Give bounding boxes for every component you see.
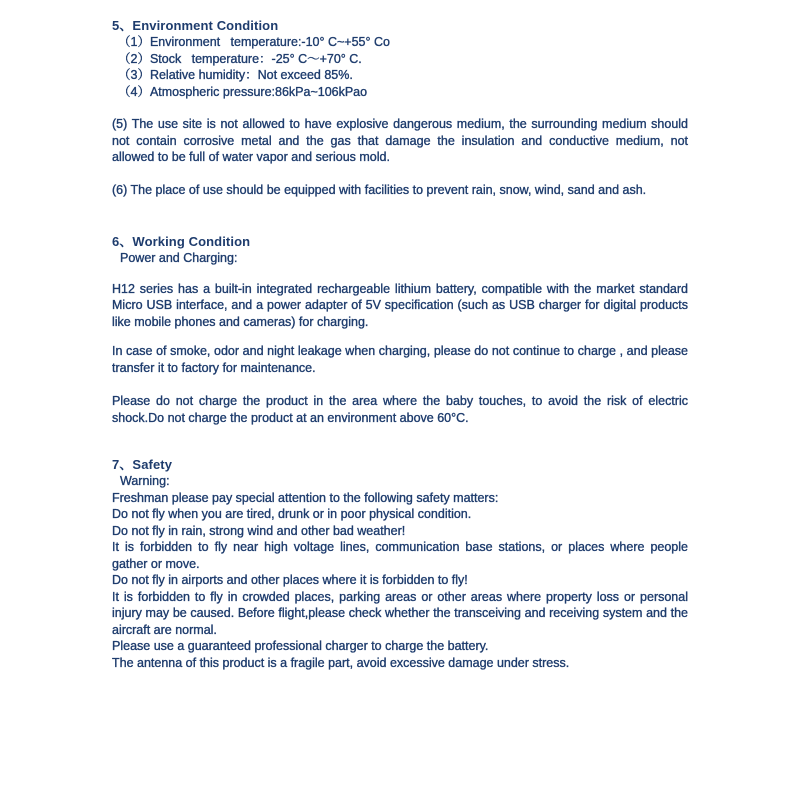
safety-line-weather: Do not fly in rain, strong wind and other bad weather! bbox=[112, 523, 406, 538]
paragraph-baby-charge: Please do not charge the product in the area where the baby touches, to avoid the risk of electric shock.Do not charge the product at an environment above 60°C. bbox=[112, 394, 692, 425]
section-heading-safety: 7、Safety bbox=[112, 457, 173, 472]
safety-warning-list bbox=[112, 490, 692, 672]
safety-line-freshman: Freshman please pay special attention to the following safety matters: bbox=[112, 490, 499, 505]
paragraph-smoke-odor: In case of smoke, odor and night leakage when charging, please do not continue to charge , and please transfer it to factory for maintenance. bbox=[112, 344, 692, 375]
environment-item-list bbox=[112, 34, 688, 100]
subheading-power-and-charging: Power and Charging: bbox=[120, 251, 238, 265]
paragraph-battery: H12 series has a built-in integrated rechargeable lithium battery, compatible with the market standard Micro USB interface, and a power adapter of 5V specification (such as USB charger for digital products like mobile phones and cameras) for charging. bbox=[112, 281, 692, 329]
environment-item-1: （1）Environment temperature:-10° C~+55° Co bbox=[118, 35, 390, 49]
environment-item-3: （3）Relative humidity：Not exceed 85%. bbox=[118, 68, 353, 82]
paragraph-use-site: (5) The use site is not allowed to have explosive dangerous medium, the surrounding medium should not contain corrosive metal and the gas that damage the insulation and conductive medium, not allowed to be full of water vapor and serious mold. bbox=[112, 117, 702, 164]
subheading-warning: Warning: bbox=[120, 474, 170, 488]
section-safety bbox=[112, 457, 692, 671]
section-heading-environment: 5、Environment Condition bbox=[112, 18, 279, 33]
safety-line-high-voltage: It is forbidden to fly near high voltage lines, communication base stations, or places where people gather or move. bbox=[112, 540, 692, 571]
safety-line-tired: Do not fly when you are tired, drunk or in poor physical condition. bbox=[112, 507, 472, 521]
safety-line-crowded: It is forbidden to fly in crowded places, parking areas or other areas where property loss or personal injury may be caused. Before flight,please check whether the transceiving and receiving system and the aircraft are normal. bbox=[112, 589, 692, 637]
safety-line-charger: Please use a guaranteed professional charger to charge the battery. bbox=[112, 639, 489, 653]
section-heading-working: 6、Working Condition bbox=[112, 234, 251, 249]
environment-item-2: （2）Stock temperature：-25° C～+70° C. bbox=[118, 51, 362, 66]
safety-line-airports: Do not fly in airports and other places where it is forbidden to fly! bbox=[112, 573, 468, 587]
section-environment-condition bbox=[112, 18, 702, 198]
environment-item-4: （4）Atmospheric pressure:86kPa~106kPao bbox=[118, 84, 368, 99]
safety-line-antenna: The antenna of this product is a fragile part, avoid excessive damage under stress. bbox=[112, 655, 570, 670]
paragraph-place-of-use: (6) The place of use should be equipped with facilities to prevent rain, snow, wind, sand and ash. bbox=[112, 182, 647, 197]
section-working-condition bbox=[112, 234, 692, 426]
